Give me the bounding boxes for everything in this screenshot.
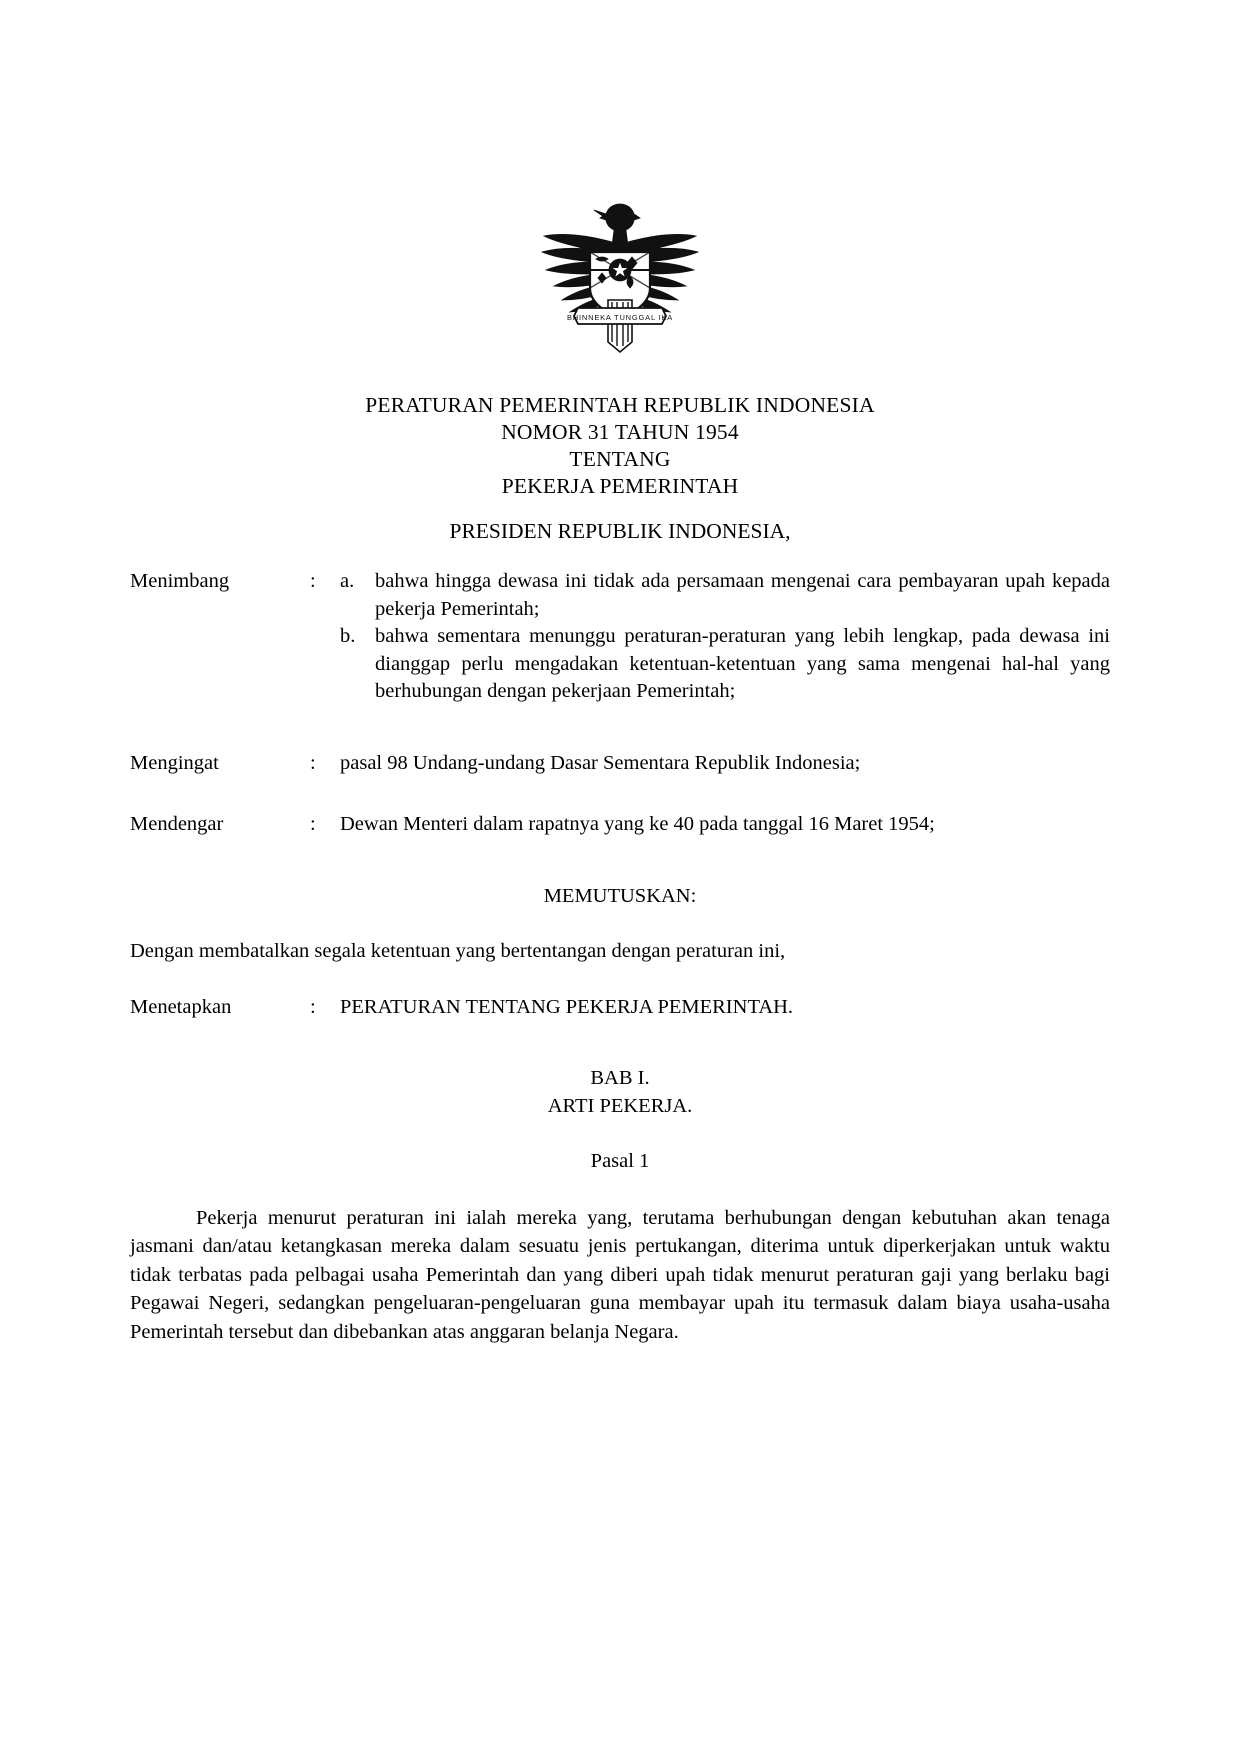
mengingat-row	[130, 750, 1110, 778]
menimbang-item-b-text: bahwa sementara menunggu peraturan-peraturan yang lebih lengkap, pada dewasa ini dianggap perlu mengadakan ketentuan-ketentuan yang sama mengenai hal-hal yang berhubungan dengan pekerjaan Pemerintah;	[375, 625, 1110, 702]
article-heading: Pasal 1	[590, 1150, 650, 1172]
article-body-paragraph: Pekerja menurut peraturan ini ialah mereka yang, terutama berhubungan dengan kebutuhan akan tenaga jasmani dan/atau ketangkasan mereka dalam sesuatu jenis pertukangan, diterima untuk diperkerjakan untuk waktu tidak terbatas pada pelbagai usaha Pemerintah dan yang diberi upah tidak menurut peraturan gaji yang berlaku bagi Pegawai Negeri, sedangkan pengeluaran-pengeluaran guna membayar upah itu termasuk dalam biaya usaha-usaha Pemerintah tersebut dan dibebankan atas anggaran belanja Negara.	[130, 1206, 1110, 1343]
menimbang-item-a-text: bahwa hingga dewasa ini tidak ada persamaan mengenai cara pembayaran upah kepada pekerja Pemerintah;	[375, 570, 1110, 620]
garuda-pancasila-emblem	[130, 190, 1110, 370]
title-line-1: PERATURAN PEMERINTAH REPUBLIK INDONESIA	[365, 393, 875, 417]
spacer	[130, 861, 1110, 883]
menimbang-colon: :	[310, 570, 316, 592]
mengingat-colon: :	[310, 751, 316, 774]
chapter-title: ARTI PEKERJA.	[547, 1094, 693, 1117]
menetapkan-colon: :	[310, 995, 316, 1018]
menimbang-label: Menimbang	[130, 570, 230, 592]
spacer	[130, 728, 1110, 750]
chapter-heading	[130, 1065, 1110, 1120]
chapter-number: BAB I.	[590, 1067, 650, 1089]
consideranda-section	[130, 568, 1110, 1346]
revocation-line: Dengan membatalkan segala ketentuan yang bertentangan dengan peraturan ini,	[130, 940, 786, 962]
memutuskan-heading: MEMUTUSKAN:	[543, 884, 697, 907]
menimbang-item-a-marker: a.	[340, 570, 355, 592]
title-line-2: NOMOR 31 TAHUN 1954	[501, 420, 739, 444]
document-title-block	[130, 392, 1110, 500]
mendengar-row	[130, 811, 1110, 839]
menetapkan-text: PERATURAN TENTANG PEKERJA PEMERINTAH.	[340, 995, 794, 1018]
spacer	[130, 910, 1110, 938]
menetapkan-row	[130, 994, 1110, 1022]
mengingat-label: Mengingat	[130, 751, 219, 774]
spacer	[130, 1176, 1110, 1204]
spacer	[130, 1043, 1110, 1065]
title-line-3: TENTANG	[569, 447, 671, 471]
spacer	[130, 966, 1110, 994]
emblem-motto-text: BHINNEKA TUNGGAL IKA	[566, 313, 674, 322]
spacer	[130, 1120, 1110, 1148]
mendengar-label: Mendengar	[130, 813, 224, 835]
title-line-4: PEKERJA PEMERINTAH	[501, 474, 739, 498]
menimbang-row	[130, 568, 1110, 706]
menimbang-item-b	[340, 623, 1110, 706]
mendengar-colon: :	[310, 813, 316, 835]
mendengar-text: Dewan Menteri dalam rapatnya yang ke 40 pada tanggal 16 Maret 1954;	[340, 813, 935, 835]
menimbang-items	[340, 568, 1110, 706]
spacer	[130, 799, 1110, 811]
menimbang-item-a	[340, 568, 1110, 623]
menetapkan-label: Menetapkan	[130, 995, 232, 1018]
issuer-heading: PRESIDEN REPUBLIK INDONESIA,	[449, 519, 791, 543]
mengingat-text: pasal 98 Undang-undang Dasar Sementara Republik Indonesia;	[340, 751, 861, 774]
menimbang-item-b-marker: b.	[340, 625, 356, 647]
